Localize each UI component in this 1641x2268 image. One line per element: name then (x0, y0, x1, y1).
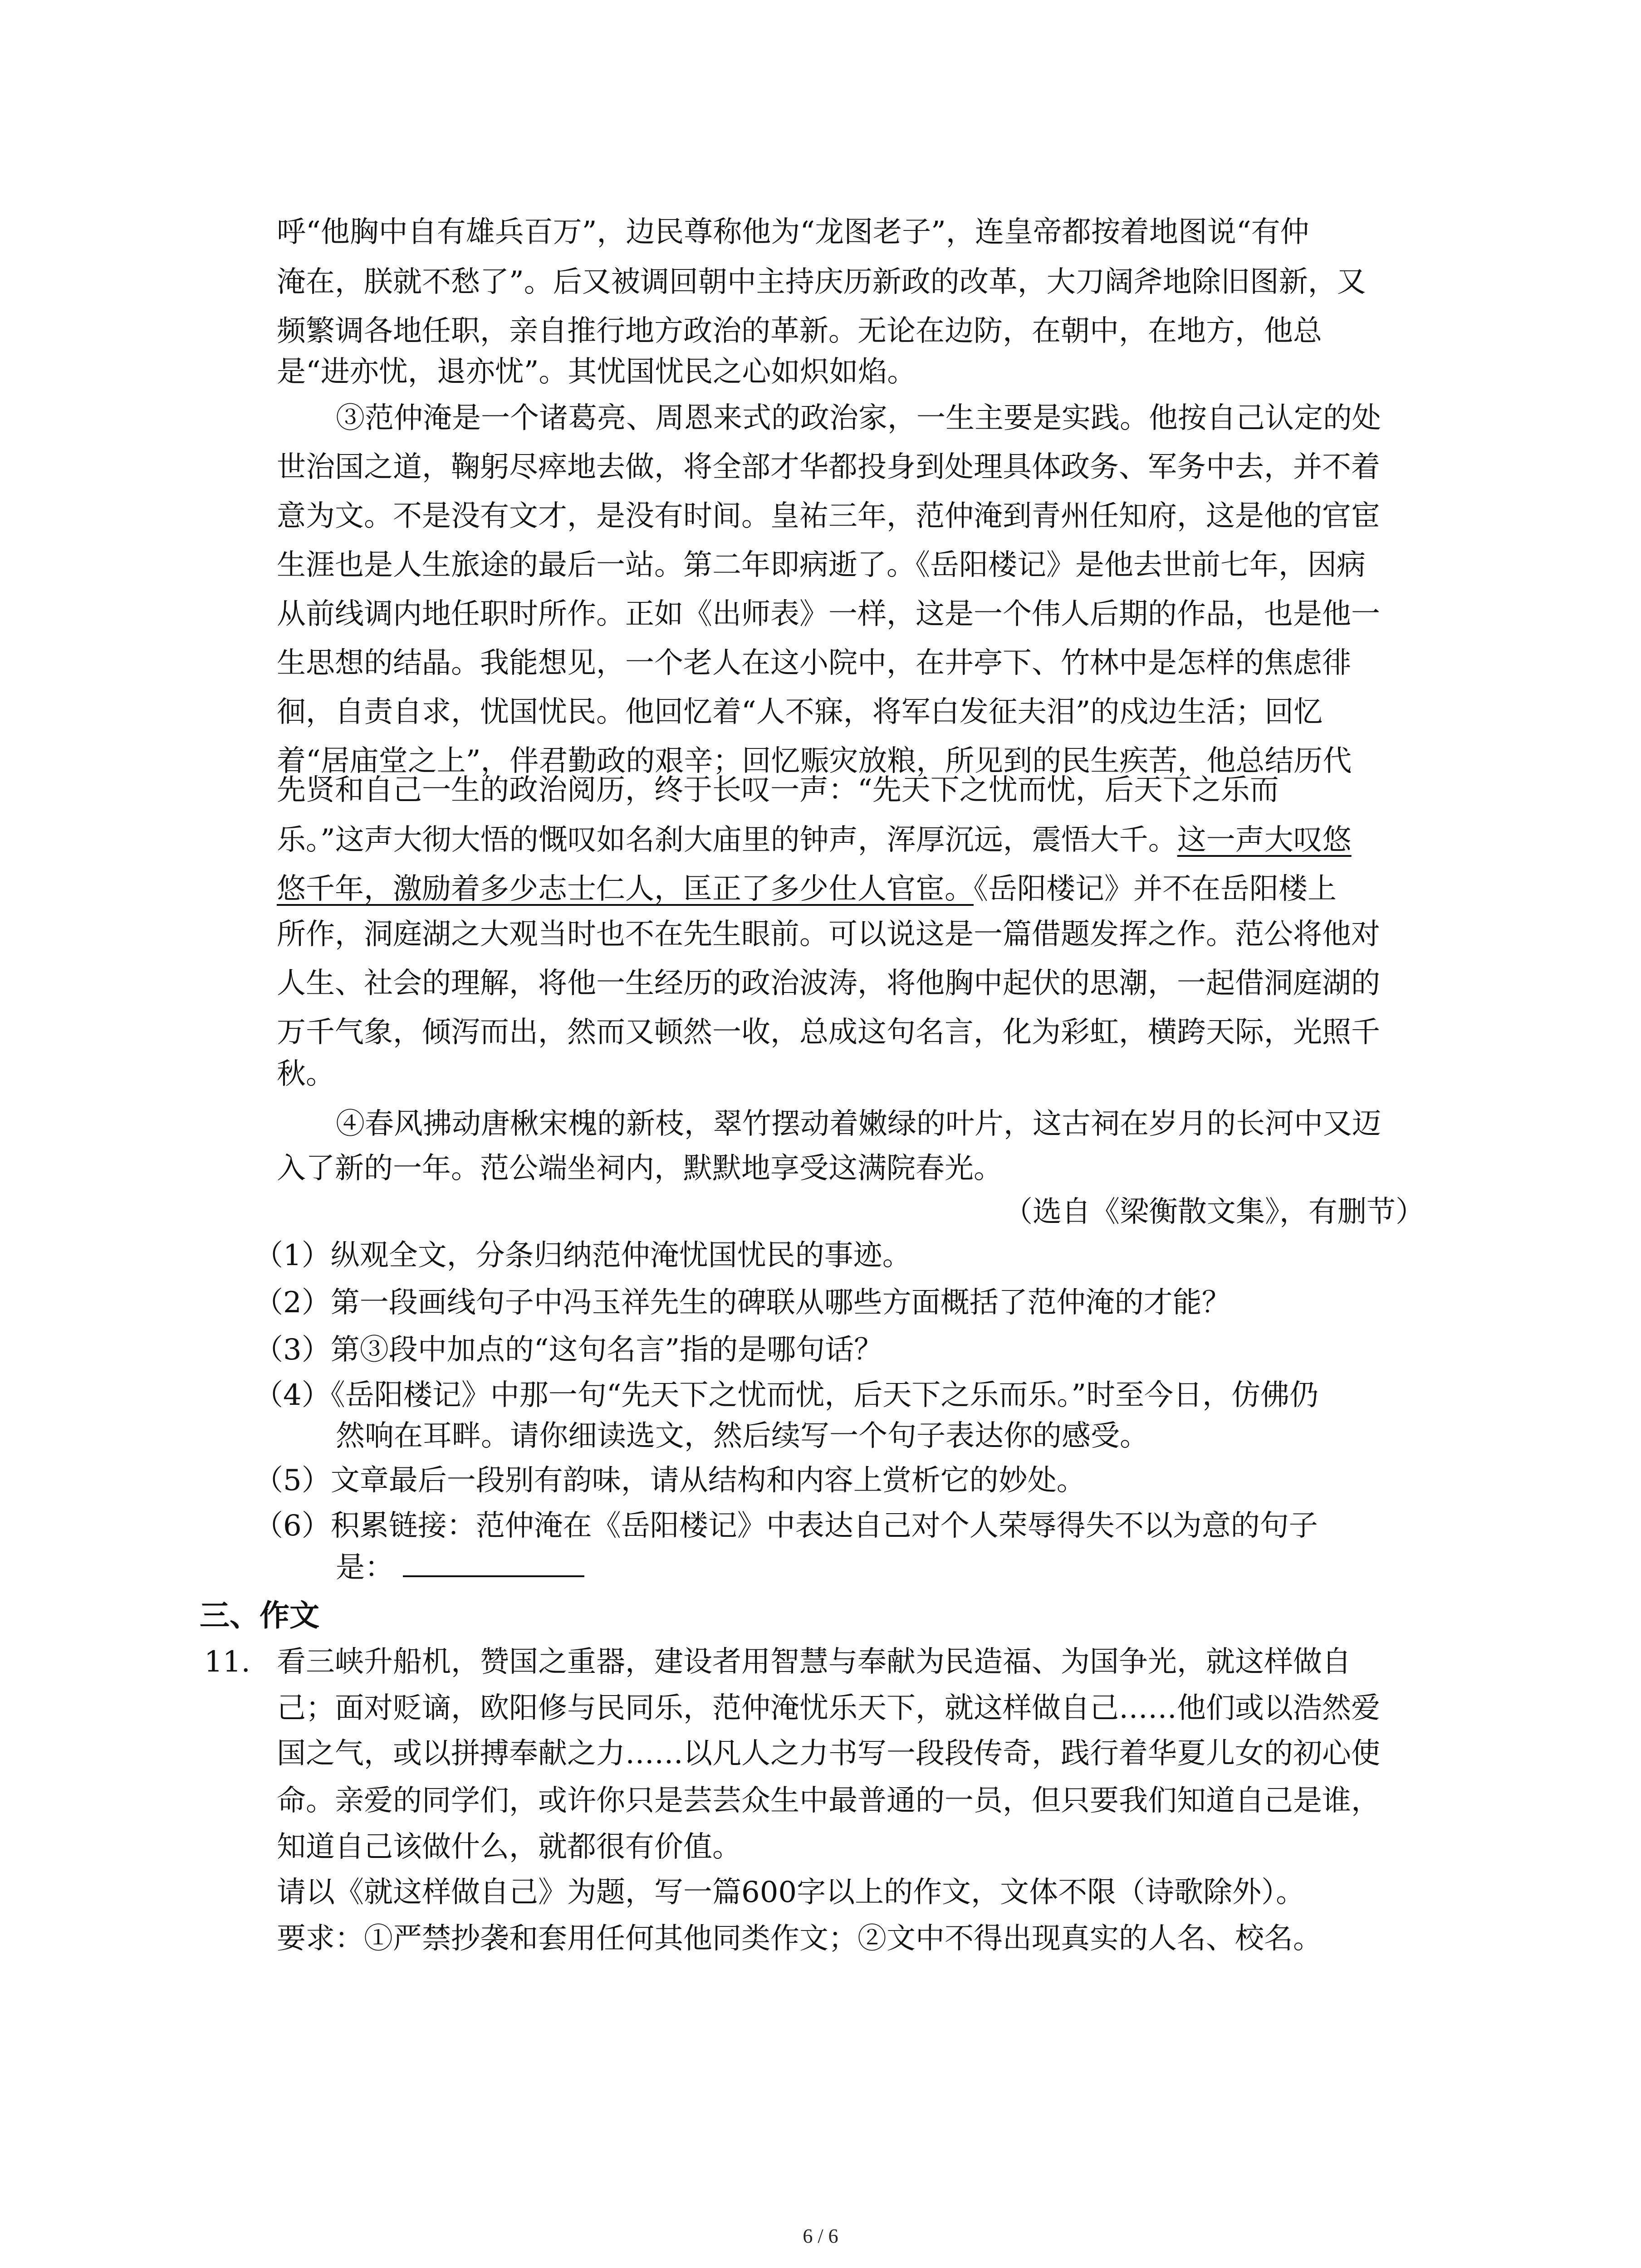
underlined-sentence: 这一声大叹悠 (1177, 823, 1352, 857)
essay-requirements: 要求：①严禁抄袭和套用任何其他同类作文；②文中不得出现真实的人名、校名。 (277, 1922, 1322, 1955)
passage-line (277, 870, 1438, 908)
question-4: （4）《岳阳楼记》中那一句“先天下之忧而忧，后天下之乐而乐。”时至今日，仿佛仍 (254, 1378, 1319, 1412)
answer-blank[interactable] (403, 1572, 584, 1577)
question-6-prompt: 是： (336, 1551, 394, 1584)
essay-prompt-line: 请以《就这样做自己》为题，写一篇600字以上的作文，文体不限（诗歌除外）。 (277, 1876, 1305, 1909)
question-3: （3）第③段中加点的“这句名言”指的是哪句话？ (254, 1333, 883, 1367)
passage-line (277, 821, 1438, 859)
passage-text: 《岳阳楼记》并不在岳阳楼上 (974, 872, 1337, 906)
underlined-sentence: 悠千年，激励着多少志士仁人，匡正了多少仕人官宦。 (277, 872, 974, 906)
passage-line: 所作，洞庭湖之大观当时也不在先生眼前。可以说这是一篇借题发挥之作。范公将他对 (277, 918, 1380, 951)
passage-line: 从前线调内地任职时所作。正如《出师表》一样，这是一个伟人后期的作品，也是他一 (277, 597, 1380, 631)
passage-line: 徊，自责自求，忧国忧民。他回忆着“人不寐，将军白发征夫泪”的戍边生活；回忆 (277, 695, 1323, 729)
section-heading: 三、作文 (200, 1598, 319, 1633)
question-4-cont: 然响在耳畔。请你细读选文，然后续写一个句子表达你的感受。 (336, 1419, 1149, 1453)
passage-line: ③范仲淹是一个诸葛亮、周恩来式的政治家，一生主要是实践。他按自己认定的处 (336, 401, 1381, 435)
passage-text: 乐。”这声大彻大悟的慨叹如名刹大庙里的钟声，浑厚沉远，震悟大千。 (277, 823, 1177, 857)
passage-line: 频繁调各地任职，亲自推行地方政治的革新。无论在边防，在朝中，在地方，他总 (277, 314, 1322, 348)
passage-line: 淹在，朕就不愁了”。后又被调回朝中主持庆历新政的改革，大刀阔斧地除旧图新，又 (277, 265, 1366, 299)
passage-line: 生思想的结晶。我能想见，一个老人在这小院中，在井亭下、竹林中是怎样的焦虑徘 (277, 646, 1351, 680)
passage-line: 先贤和自己一生的政治阅历，终于长叹一声：“先天下之忧而忧，后天下之乐而 (277, 773, 1279, 807)
essay-prompt-line: 国之气，或以拼搏奉献之力……以凡人之力书写一段段传奇，践行着华夏儿女的初心使 (277, 1737, 1380, 1770)
passage-line: 着“居庙堂之上”，伴君勤政的艰辛；回忆赈灾放粮，所见到的民生疾苦，他总结历代 (277, 744, 1352, 778)
page-number: 6 / 6 (803, 2225, 838, 2247)
essay-prompt-line: 己；面对贬谪，欧阳修与民同乐，范仲淹忧乐天下，就这样做自己……他们或以浩然爱 (277, 1691, 1380, 1725)
passage-line: 生涯也是人生旅途的最后一站。第二年即病逝了。《岳阳楼记》是他去世前七年，因病 (277, 548, 1366, 582)
question-6-cont (336, 1549, 1443, 1587)
passage-line: 呼“他胸中自有雄兵百万”，边民尊称他为“龙图老子”，连皇帝都按着地图说“有仲 (277, 215, 1309, 249)
essay-prompt-line: 看三峡升船机，赞国之重器，建设者用智慧与奉献为民造福、为国争光，就这样做自 (277, 1645, 1351, 1679)
passage-source: （选自《梁衡散文集》，有删节） (1004, 1195, 1425, 1229)
passage-line: 人生、社会的理解，将他一生经历的政治波涛，将他胸中起伏的思潮，一起借洞庭湖的 (277, 967, 1380, 1000)
passage-line: 万千气象，倾泻而出，然而又顿然一收，总成这句名言，化为彩虹，横跨天际，光照千 (277, 1016, 1380, 1049)
question-1: （1）纵观全文，分条归纳范仲淹忧国忧民的事迹。 (254, 1239, 911, 1272)
passage-line: ④春风拂动唐楸宋槐的新枝，翠竹摆动着嫩绿的叶片，这古祠在岁月的长河中又迈 (336, 1107, 1381, 1141)
essay-prompt-line: 知道自己该做什么，就都很有价值。 (277, 1830, 741, 1864)
question-6: （6）积累链接：范仲淹在《岳阳楼记》中表达自己对个人荣辱得失不以为意的句子 (254, 1509, 1318, 1543)
passage-line: 意为文。不是没有文才，是没有时间。皇祐三年，范仲淹到青州任知府，这是他的官宦 (277, 499, 1380, 533)
question-number: 11. (204, 1645, 250, 1679)
passage-line: 世治国之道，鞠躬尽瘁地去做，将全部才华都投身到处理具体政务、军务中去，并不着 (277, 450, 1380, 484)
passage-line: 秋。 (277, 1057, 335, 1091)
passage-line: 是“进亦忧，退亦忧”。其忧国忧民之心如炽如焰。 (277, 355, 916, 389)
question-5: （5）文章最后一段别有韵味，请从结构和内容上赏析它的妙处。 (254, 1464, 1086, 1497)
passage-line: 入了新的一年。范公端坐祠内，默默地享受这满院春光。 (277, 1152, 1003, 1185)
essay-prompt-line: 命。亲爱的同学们，或许你只是芸芸众生中最普通的一员，但只要我们知道自己是谁， (277, 1784, 1380, 1818)
question-2: （2）第一段画线句子中冯玉祥先生的碑联从哪些方面概括了范仲淹的才能？ (254, 1286, 1231, 1320)
